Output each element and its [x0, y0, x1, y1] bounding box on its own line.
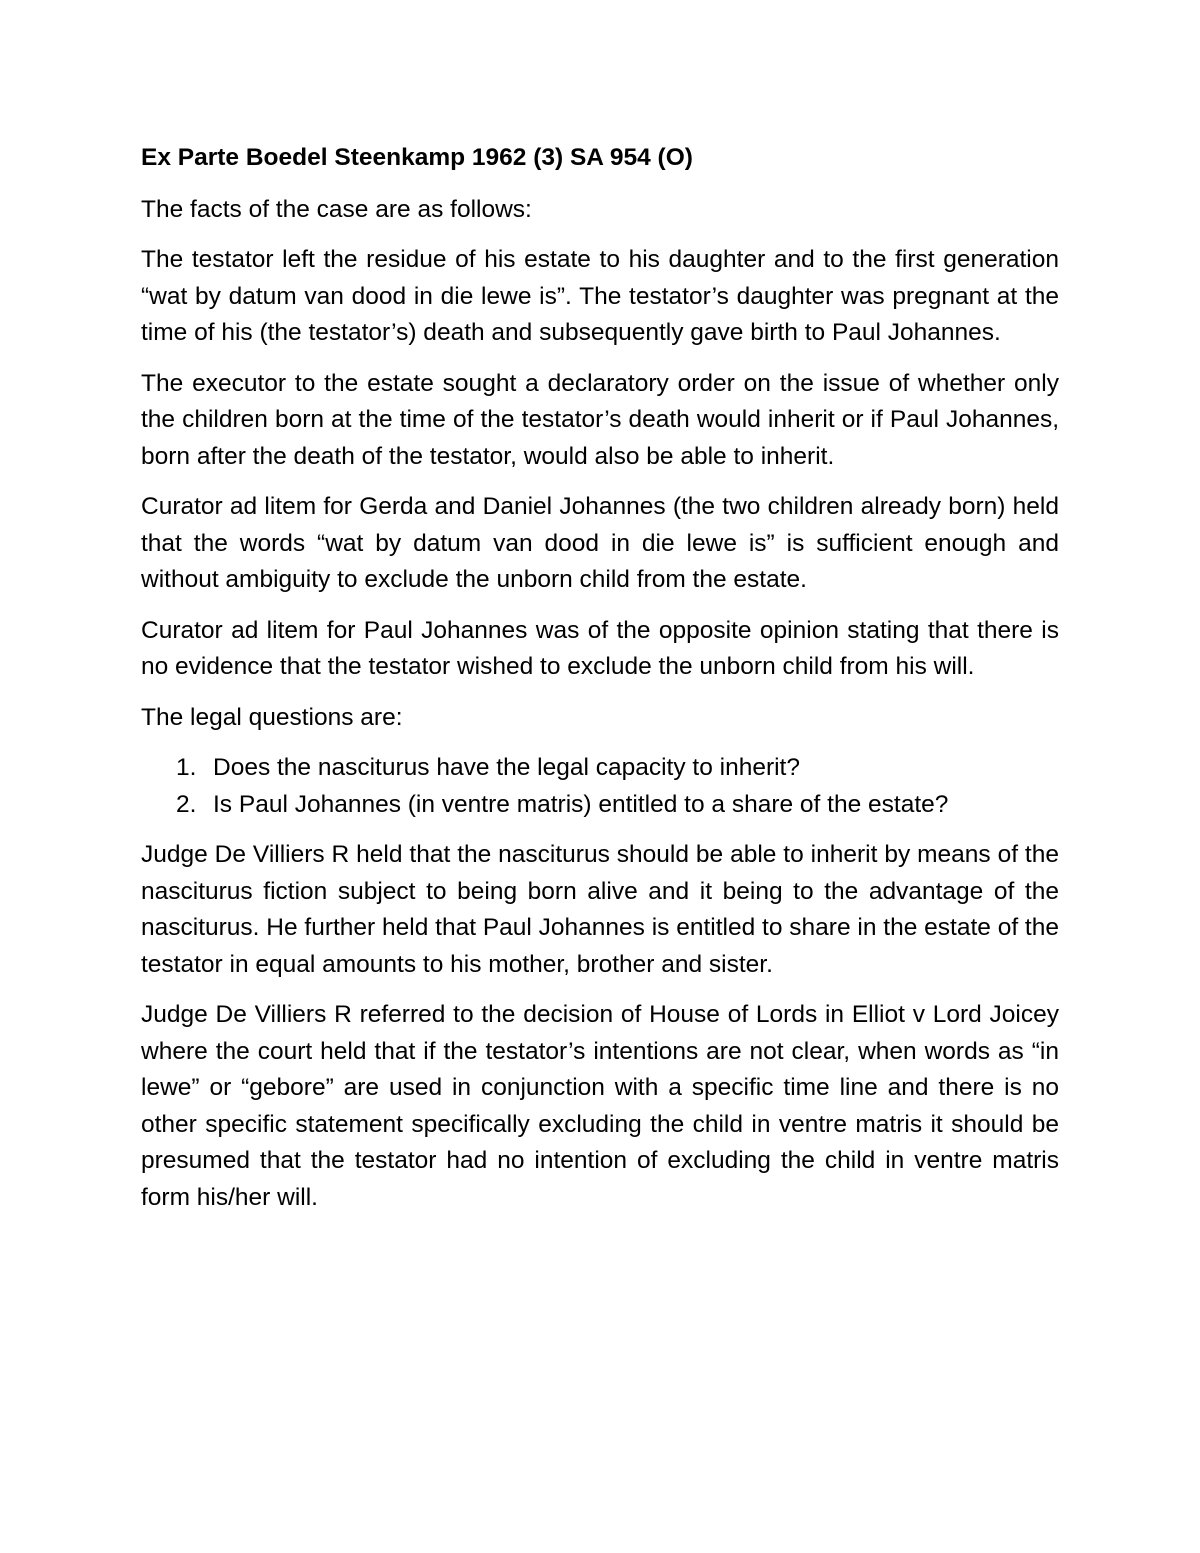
facts-paragraph: The executor to the estate sought a declaratory order on the issue of whether only the children born at the time of the testator’s death would inherit or if Paul Johannes, born after the death of the testator, would also be able to inherit. [141, 369, 1059, 470]
decision-paragraph: Judge De Villiers R referred to the decision of House of Lords in Elliot v Lord Joicey where the court held that if the testator’s intentions are not clear, when words as “in lewe” or “gebore” are used in conjunction with a specific time line and there is no other specific statement specifically excluding the child in ventre matris it should be presumed that the testator had no intention of excluding the child in ventre matris form his/her will. [141, 1001, 1059, 1211]
question-text: Is Paul Johannes (in ventre matris) entitled to a share of the estate? [213, 790, 949, 818]
facts-paragraph: Curator ad litem for Paul Johannes was of the opposite opinion stating that there is no evidence that the testator wished to exclude the unborn child from his will. [141, 616, 1059, 680]
question-text: Does the nasciturus have the legal capacity to inherit? [213, 754, 800, 781]
facts-paragraph: Curator ad litem for Gerda and Daniel Johannes (the two children already born) held that the words “wat by datum van dood in die lewe is” is sufficient enough and without ambiguity to exclude the unborn child from the estate. [141, 493, 1059, 593]
question-number: 1. [176, 754, 197, 781]
list-item [141, 787, 1059, 824]
facts-intro: The facts of the case are as follows: [141, 195, 532, 223]
legal-questions-list [141, 750, 1059, 823]
list-item [141, 750, 1059, 787]
decision-paragraph: Judge De Villiers R held that the nasciturus should be able to inherit by means of the nasciturus fiction subject to being born alive and it being to the advantage of the nasciturus. He further held that Paul Johannes is entitled to share in the estate of the testator in equal amounts to his mother, brother and sister. [141, 841, 1059, 978]
document-title: Ex Parte Boedel Steenkamp 1962 (3) SA 954 (O) [141, 144, 693, 171]
questions-intro: The legal questions are: [141, 703, 403, 731]
document-page [141, 140, 1059, 1230]
question-number: 2. [176, 790, 197, 818]
facts-paragraph: The testator left the residue of his estate to his daughter and to the first generation “wat by datum van dood in die lewe is”. The testator’s daughter was pregnant at the time of his (the testator’s) death and subsequently gave birth to Paul Johannes. [141, 246, 1059, 346]
